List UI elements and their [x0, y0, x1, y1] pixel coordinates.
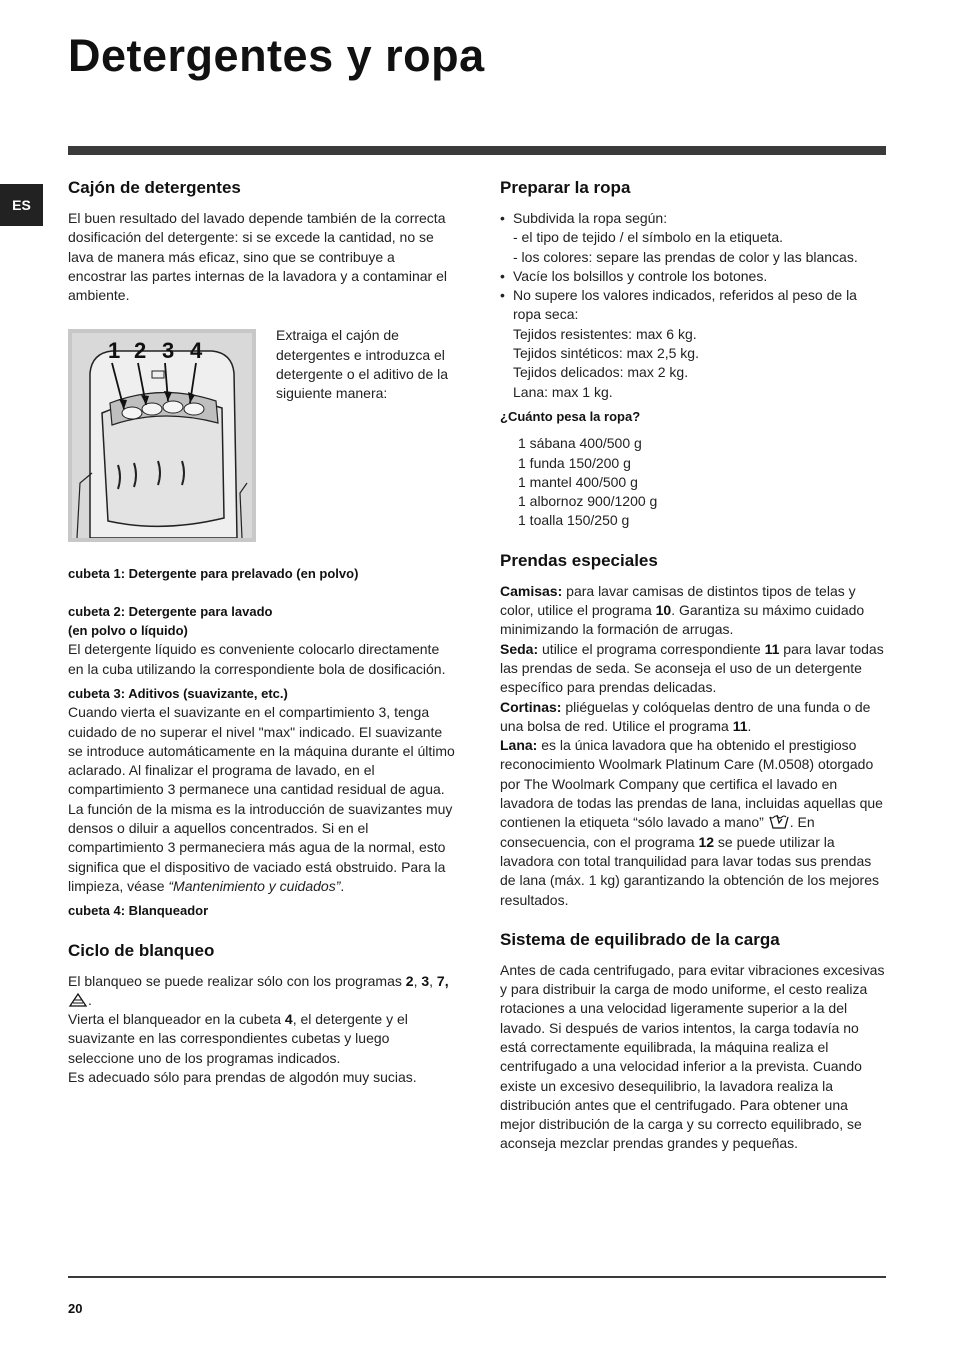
cubeta-3-label: cubeta 3: Aditivos (suavizante, etc.) [68, 685, 288, 701]
cortinas-text: pliéguelas y colóquelas dentro de una funda o de una bolsa de red. Utilice el programa [500, 698, 871, 734]
program-11: 11 [732, 717, 748, 734]
section-heading-equilibrado: Sistema de equilibrado de la carga [500, 929, 780, 949]
lana-text-mid: . En consecuencia, con el programa [500, 814, 815, 850]
blanqueo-intro: El blanqueo se puede realizar sólo con los programas [68, 972, 402, 989]
lana-text: es la única lavadora que ha obtenido el prestigioso reconocimiento Woolmark Platinum Care (M.0508) otorgado por The Woolmark Company que certifica el lavado en lavadora de todas las prendas de lana, incluidas aquellas que contienen la etiqueta “sólo lavado a mano” [500, 737, 883, 831]
blanqueo-text-3: Es adecuado sólo para prendas de algodón muy sucias. [68, 1069, 417, 1086]
weight-item: 1 funda 150/200 g [518, 454, 631, 471]
section-heading-especiales: Prendas especiales [500, 550, 658, 570]
seda-label: Seda: [500, 640, 539, 657]
detergent-drawer-drawing [72, 333, 252, 538]
weights-heading: ¿Cuánto pesa la ropa? [500, 408, 641, 424]
cubeta-3-end: . [340, 877, 345, 894]
weights-list [500, 434, 886, 530]
camisas-text: para lavar camisas de distintos tipos de telas y color, utilice el programa [500, 582, 856, 619]
cubeta-2-text: El detergente líquido es conveniente colocarlo directamente en la cuba utilizando la correspondiente bola de dosificación. [68, 641, 446, 677]
left-column [68, 176, 456, 1087]
section-heading-blanqueo: Ciclo de blanqueo [68, 940, 215, 960]
camisas-text-end: . Garantiza su máximo cuidado minimizando la formación de arrugas. [500, 602, 865, 638]
top-divider [68, 146, 886, 155]
preparar-list [500, 209, 886, 402]
limit-lana: Lana: max 1 kg. [513, 383, 613, 400]
figure-label-4: 4 [190, 338, 203, 364]
figure-label-1: 1 [108, 338, 121, 364]
cubeta-4-label: cubeta 4: Blanqueador [68, 903, 209, 919]
right-column [500, 176, 886, 1154]
cubeta-number: 4 [284, 1011, 293, 1028]
separator: , [413, 972, 422, 989]
sub-item-colores: - los colores: separe las prendas de color y las blancas. [513, 248, 858, 265]
lana-label: Lana: [500, 737, 538, 754]
limit-sinteticos: Tejidos sintéticos: max 2,5 kg. [513, 345, 699, 362]
figure-caption: Extraiga el cajón de detergentes e introduzca el detergente o el aditivo de la siguiente manera: [276, 327, 449, 402]
hand-wash-tub-icon [768, 813, 790, 830]
seda-text: utilice el programa correspondiente [542, 640, 761, 657]
lana-text-end: se puede utilizar la lavadora con total tranquilidad para lavar todas sus prendas de lana (máx. 1 kg) garantizando la obtención de los mejores resultados. [500, 833, 879, 908]
program-7: 7, [436, 972, 449, 989]
language-tab: ES [0, 184, 43, 226]
camisas-paragraph [500, 582, 886, 640]
blanqueo-text-1 [68, 972, 456, 1011]
figure-label-3: 3 [162, 338, 175, 364]
blanqueo-text-2a: Vierta el blanqueador en la cubeta [68, 1011, 282, 1028]
weight-item: 1 toalla 150/250 g [518, 512, 630, 529]
section-heading-preparar: Preparar la ropa [500, 178, 631, 197]
page-number: 20 [68, 1301, 83, 1316]
limit-delicados: Tejidos delicados: max 2 kg. [513, 364, 689, 381]
maintenance-reference: “Mantenimiento y cuidados” [168, 877, 341, 894]
section-heading-cajon: Cajón de detergentes [68, 178, 241, 197]
separator: , [429, 972, 437, 989]
blanqueo-text-2b: , el detergente y el suavizante en las correspondientes cubetas y luego seleccione uno de los programas indicados. [68, 1011, 408, 1066]
cajon-intro: El buen resultado del lavado depende también de la correcta dosificación del detergente: si se excede la cantidad, no se lava de manera más eficaz, sino que se contribuye a encostrar las partes internas de la lavadora y a contaminar el ambiente. [68, 210, 447, 304]
program-12: 12 [698, 833, 715, 850]
seda-text-end: para lavar todas las prendas de seda. Se aconseja el uso de un detergente específico para prendas delicadas. [500, 640, 884, 696]
list-item [500, 286, 886, 402]
blanqueo-end: . [88, 991, 92, 1008]
blanqueo-text-2 [68, 1010, 456, 1068]
figure-label-2: 2 [134, 338, 147, 364]
equilibrado-text: Antes de cada centrifugado, para evitar vibraciones excesivas y para distribuir la carga de modo uniforme, el cesto realiza rotaciones a una velocidad ligeramente superior a la del lavado. Si después de varios intentos, la carga todavía no está correctamente equilibrada, la máquina realiza el centrifugado a una velocidad inferior a la prevista. Cuando existe un excesivo desequilibrio, la lavadora realiza la distribución antes que el centrifugado. Para obtener una mejor distribución de la carga y su correcto equilibrado, se aconseja mezclar prendas grandes y pequeñas. [500, 961, 885, 1152]
program-10: 10 [655, 602, 672, 619]
limit-resistentes: Tejidos resistentes: max 6 kg. [513, 325, 697, 342]
figure-row [68, 329, 456, 542]
bullet-no-supere: No supere los valores indicados, referidos al peso de la ropa seca: [513, 287, 857, 323]
bullet-bolsillos: Vacíe los bolsillos y controle los botones. [513, 267, 768, 284]
sub-item-tejido: - el tipo de tejido / el símbolo en la etiqueta. [513, 229, 784, 246]
list-item [500, 209, 886, 267]
cubeta-3-body: Cuando vierta el suavizante en el compartimiento 3, tenga cuidado de no superar el nivel "max" indicado. El suavizante se introduce automáticamente en la máquina durante el último aclarado. Al finalizar el programa de lavado, en el compartimiento 3 permanece una cantidad residual de agua. La función de la misma es la introducción de suavizantes muy densos o diluir a aquellos concentrados. Si en el compartimiento 3 permaneciera más agua de la normal, esto significa que el dispositivo de vaciado está obstruido. Para la limpieza, véase [68, 704, 455, 894]
seda-paragraph [500, 640, 886, 698]
camisas-label: Camisas: [500, 582, 563, 599]
cubeta-1-label: cubeta 1: Detergente para prelavado (en polvo) [68, 566, 359, 582]
program-2: 2 [405, 972, 414, 989]
cortinas-text-end: . [747, 717, 752, 734]
cortinas-label: Cortinas: [500, 698, 562, 715]
bottom-divider [68, 1276, 886, 1278]
cubeta-2-label-line2: (en polvo o líquido) [68, 623, 188, 639]
lana-paragraph [500, 736, 886, 910]
cubeta-3-text [68, 703, 456, 896]
list-item [500, 267, 886, 286]
detergent-drawer-figure [68, 329, 256, 542]
bleach-triangle-icon [68, 992, 88, 1008]
bullet-subdivida: Subdivida la ropa según: [513, 210, 668, 226]
cortinas-paragraph [500, 698, 886, 737]
weight-item: 1 albornoz 900/1200 g [518, 493, 658, 510]
program-11: 11 [764, 640, 780, 657]
weight-item: 1 sábana 400/500 g [518, 435, 642, 452]
cubeta-2-label-line1: cubeta 2: Detergente para lavado [68, 603, 273, 619]
page-title: Detergentes y ropa [68, 30, 485, 81]
weight-item: 1 mantel 400/500 g [518, 473, 638, 490]
program-3: 3 [421, 972, 430, 989]
